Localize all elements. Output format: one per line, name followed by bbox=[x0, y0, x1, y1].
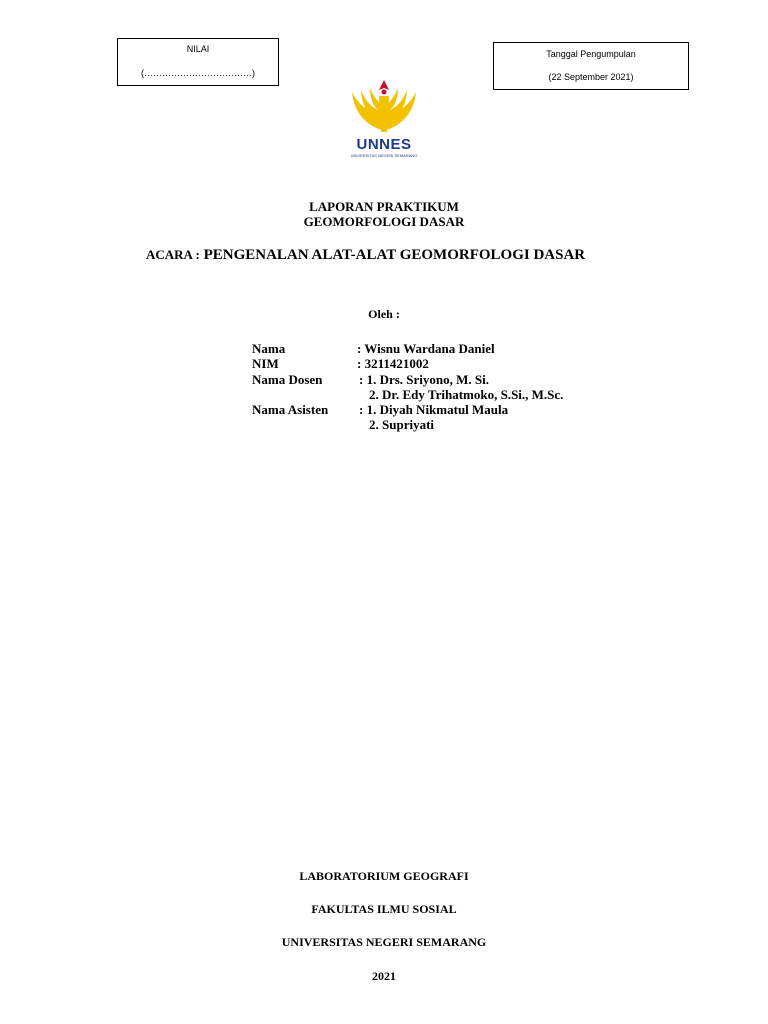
nama-label: Nama bbox=[252, 341, 286, 356]
submission-date: (22 September 2021) bbox=[548, 72, 634, 82]
nilai-value: (………………………………) bbox=[141, 68, 255, 78]
footer-year: 2021 bbox=[372, 969, 396, 983]
oleh-label: Oleh : bbox=[368, 307, 400, 321]
nilai-label: NILAI bbox=[186, 44, 210, 54]
submission-label: Tanggal Pengumpulan bbox=[546, 49, 636, 59]
nilai-box bbox=[117, 38, 279, 86]
footer-faculty: FAKULTAS ILMU SOSIAL bbox=[311, 902, 457, 916]
footer-lab: LABORATORIUM GEOGRAFI bbox=[299, 869, 469, 883]
footer-university: UNIVERSITAS NEGERI SEMARANG bbox=[281, 935, 487, 949]
submission-date-box bbox=[493, 42, 689, 90]
dosen-label: Nama Dosen bbox=[252, 372, 323, 387]
logo-subtext: UNIVERSITAS NEGERI SEMARANG bbox=[350, 153, 418, 158]
acara-label: ACARA : bbox=[146, 247, 200, 262]
asisten-value-2: 2. Supriyati bbox=[369, 417, 435, 432]
nim-value: : 3211421002 bbox=[357, 356, 429, 371]
dosen-value-2: 2. Dr. Edy Trihatmoko, S.Si., M.Sc. bbox=[369, 387, 564, 402]
nama-value: : Wisnu Wardana Daniel bbox=[357, 341, 495, 356]
acara-line bbox=[146, 247, 585, 264]
logo-text: UNNES bbox=[356, 136, 412, 153]
report-title-line2: GEOMORFOLOGI DASAR bbox=[303, 214, 465, 229]
acara-value: PENGENALAN ALAT-ALAT GEOMORFOLOGI DASAR bbox=[203, 247, 586, 263]
nim-label: NIM bbox=[252, 356, 279, 371]
report-title-line1: LAPORAN PRAKTIKUM bbox=[309, 199, 459, 214]
asisten-label: Nama Asisten bbox=[252, 402, 329, 417]
asisten-value-1: : 1. Diyah Nikmatul Maula bbox=[359, 402, 509, 417]
dosen-value-1: : 1. Drs. Sriyono, M. Si. bbox=[359, 372, 489, 387]
